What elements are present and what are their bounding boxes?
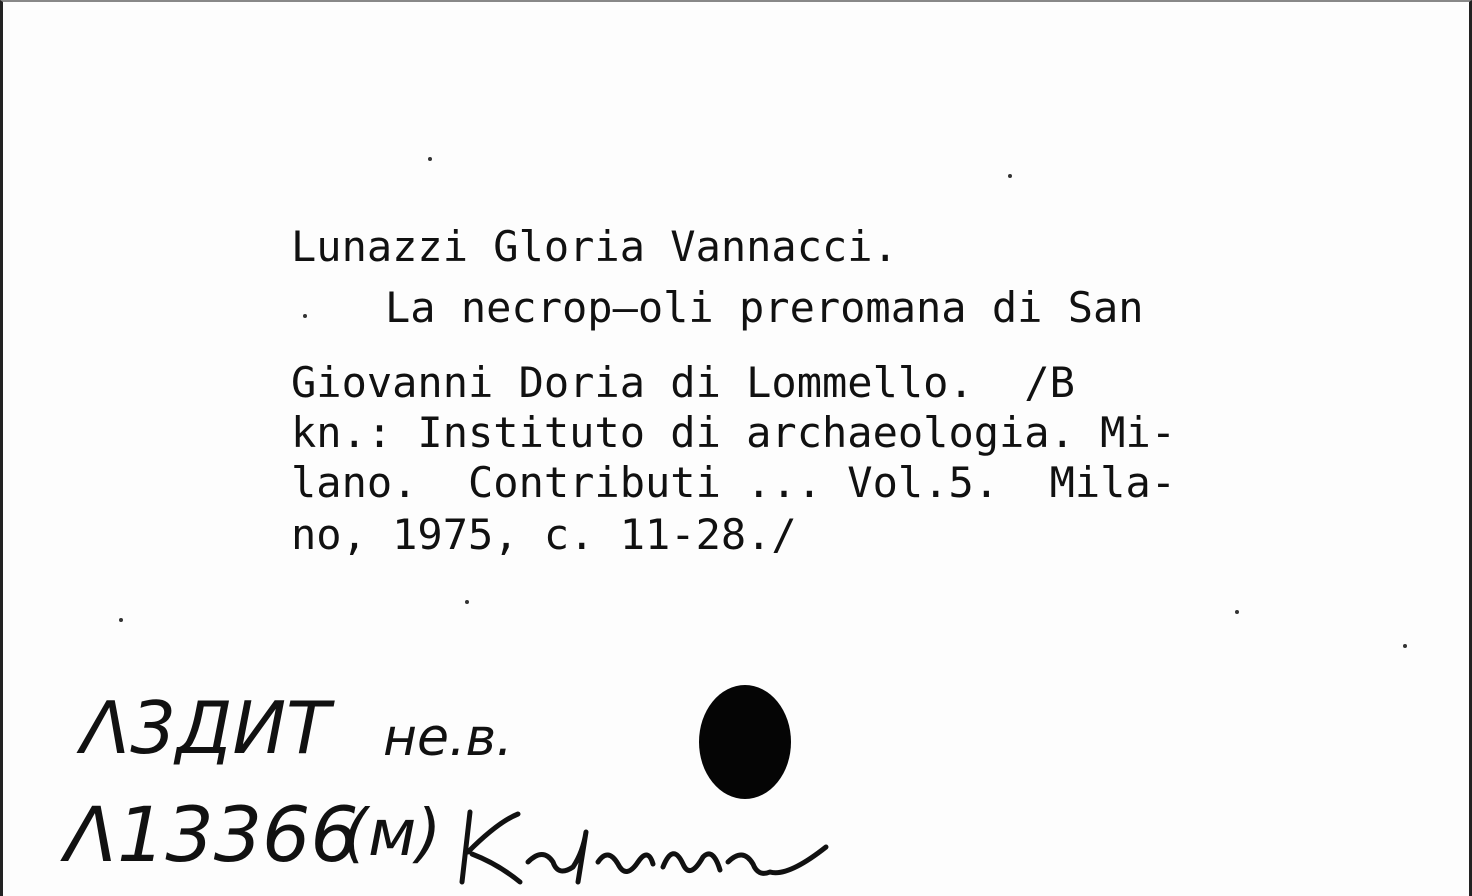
ink-speck (119, 618, 123, 622)
ink-speck (465, 600, 469, 604)
handwritten-note: не.в. (383, 708, 513, 768)
ink-speck (1235, 610, 1239, 614)
title-line-3: kn.: Instituto di archaeologia. Mi- (291, 408, 1177, 457)
punch-hole (699, 685, 791, 799)
handwritten-shelf-code: Λ3ДИТ (81, 686, 331, 770)
title-line-2: Giovanni Doria di Lommello. /B (291, 358, 1075, 407)
title-line-5: no, 1975, c. 11-28./ (291, 510, 797, 559)
title-line-1: La necrop–oli preromana di San (385, 283, 1144, 332)
ink-speck (1403, 644, 1407, 648)
handwritten-paren: (м) (343, 797, 442, 871)
ink-speck (303, 314, 307, 318)
ink-speck (428, 157, 432, 161)
title-line-4: lano. Contributi ... Vol.5. Mila- (291, 458, 1177, 507)
handwritten-inventory-number: Λ13366 (65, 790, 359, 879)
author-line: Lunazzi Gloria Vannacci. (291, 222, 898, 271)
handwritten-signature (458, 792, 838, 892)
ink-speck (1008, 174, 1012, 178)
